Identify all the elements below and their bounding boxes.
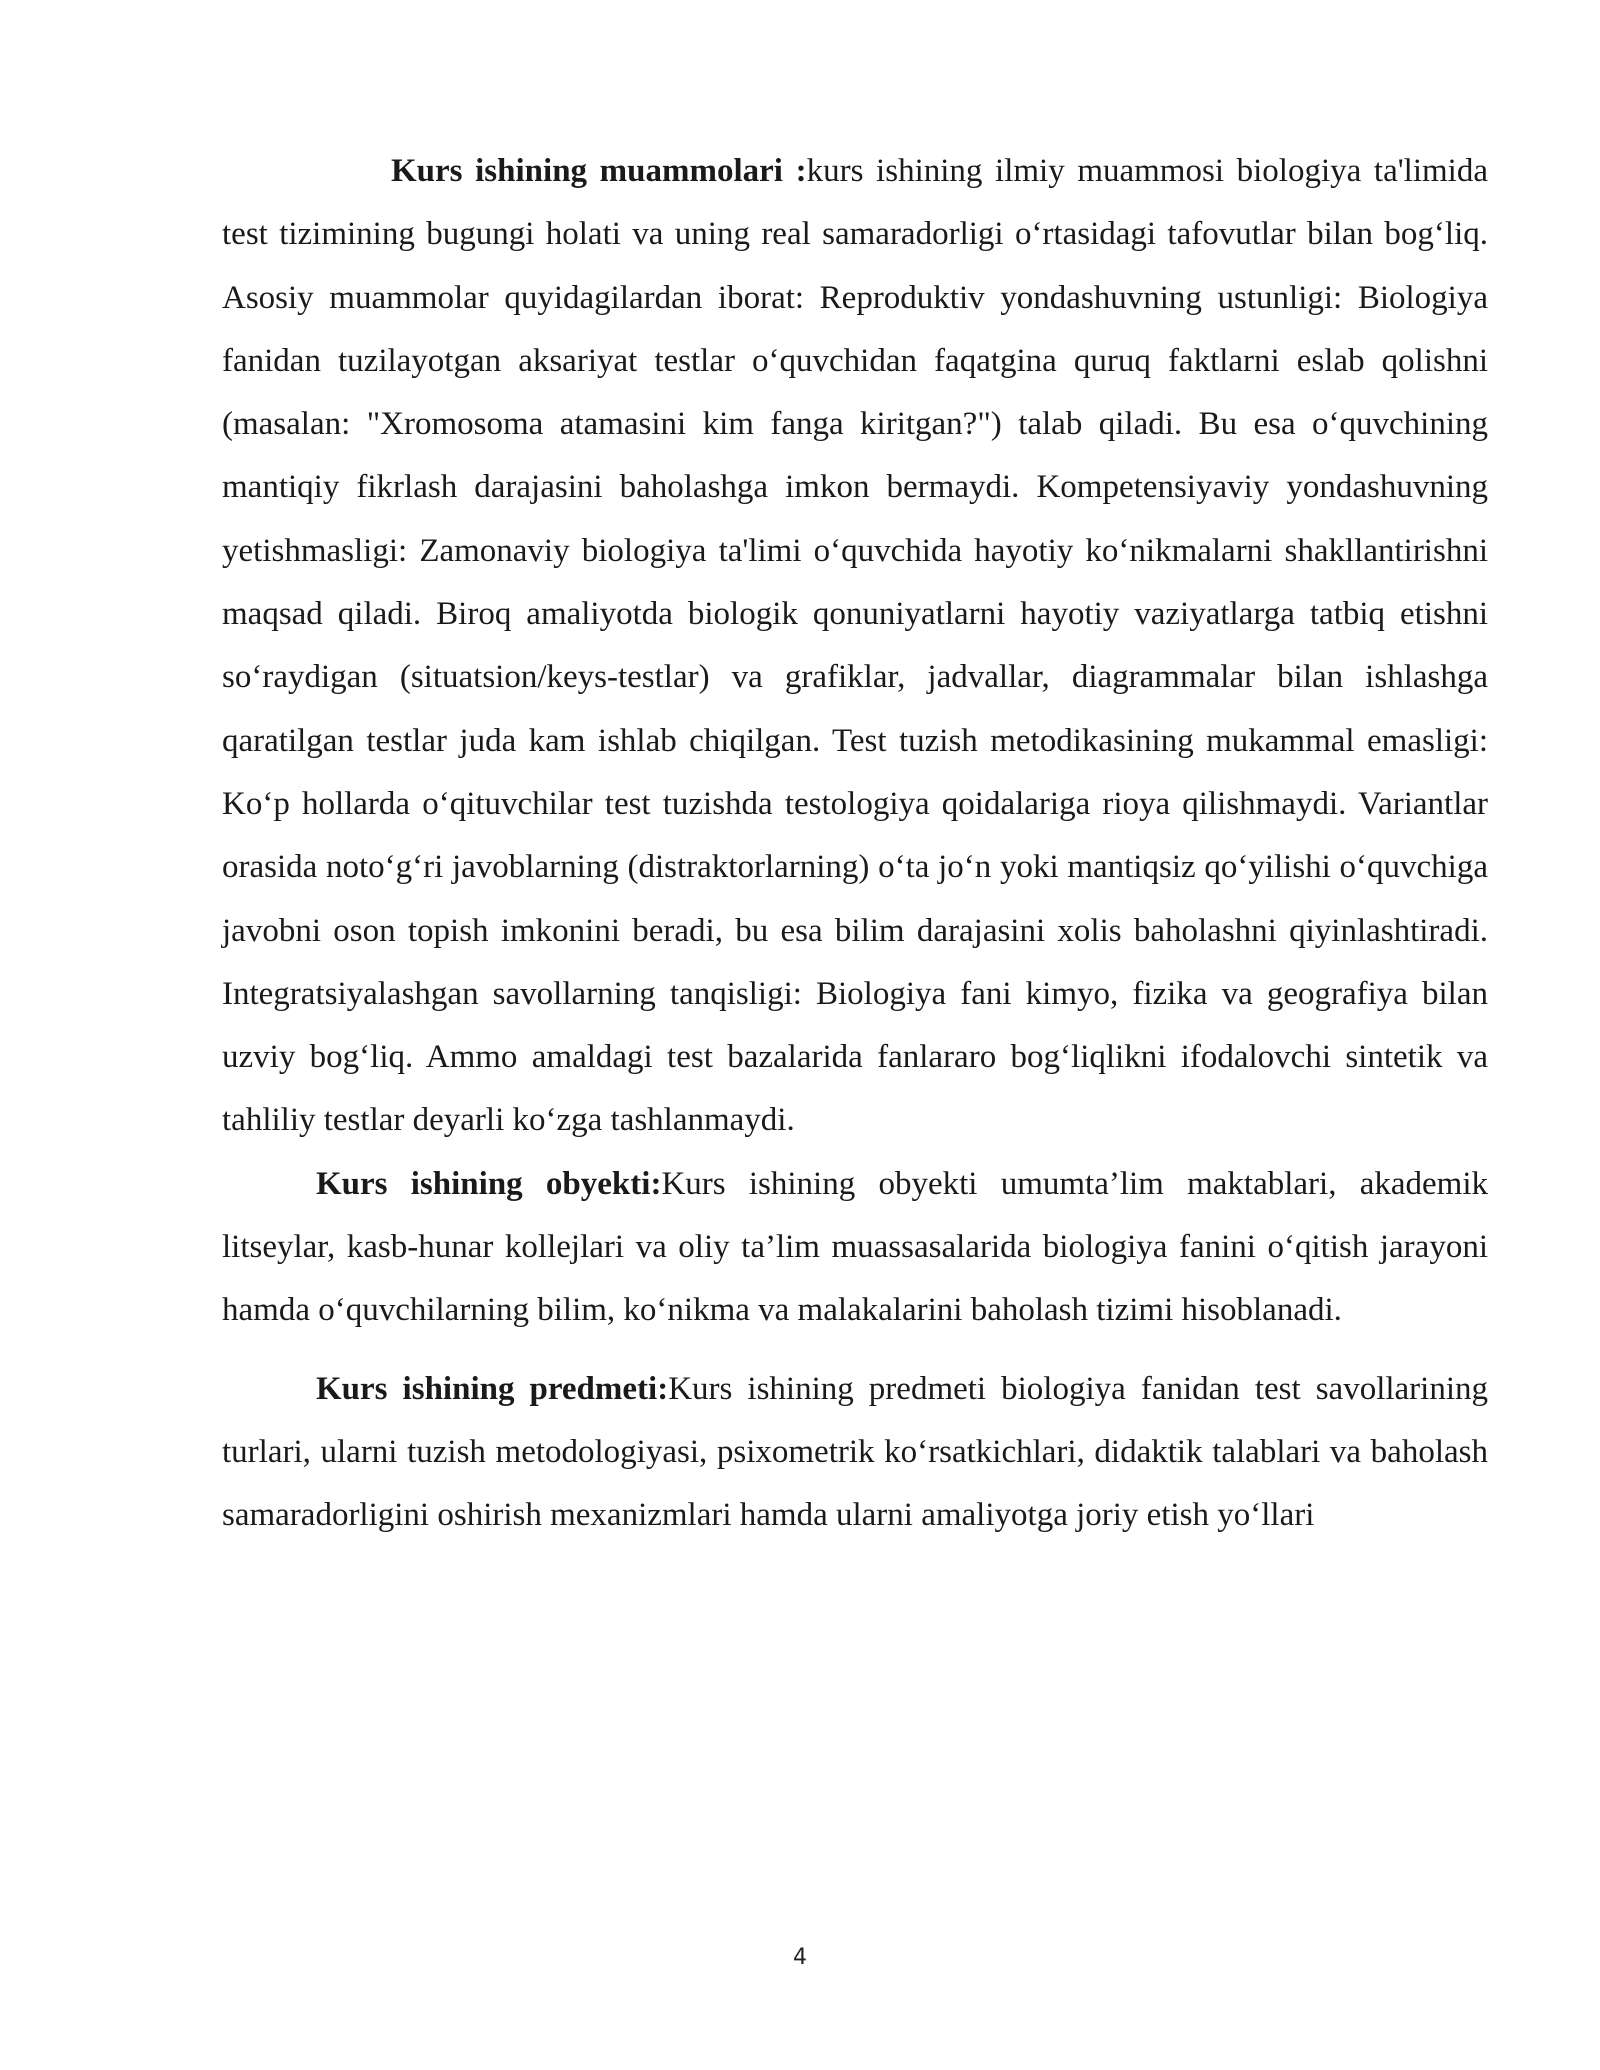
body-subject: Kurs ishining predmeti biologiya fanidan test savollarining turlari, ularni tuzish metodologiyasi, psixometrik ko‘rsatkichlari, didaktik talablari va baholash samaradorligini oshirish mexanizmlari hamda ularni amaliyotga joriy etish yo‘llari <box>222 1370 1489 1534</box>
page-number: 4 <box>793 1945 807 1970</box>
body-object: Kurs ishining obyekti umumta’lim maktablari, akademik litseylar, kasb-hunar kollejlari va oliy ta’lim muassasalarida biologiya fanini o‘qitish jarayoni hamda o‘quvchilarning bilim, ko‘nikma va malakalarini baholash tizimi hisoblanadi. <box>222 1165 1488 1329</box>
page-body <box>222 140 1488 1548</box>
body-problems: kurs ishining ilmiy muammosi biologiya ta'limida test tizimining bugungi holati va uning real samaradorligi o‘rtasidagi tafovutlar bilan bog‘liq. Asosiy muammolar quyidagilardan iborat: Reproduktiv yondashuvning ustunligi: Biologiya fanidan tuzilayotgan aksariyat testlar o‘quvchidan faqatgina quruq faktlarni eslab qolishni (masalan: "Xromosoma atamasini kim fanga kiritgan?") talab qiladi. Bu esa o‘quvchining mantiqiy fikrlash darajasini baholashga imkon bermaydi. Kompetensiyaviy yondashuvning yetishmasligi: Zamonaviy biologiya ta'limi o‘quvchida hayotiy ko‘nikmalarni shakllantirishni maqsad qiladi. Biroq amaliyotda biologik qonuniyatlarni hayotiy vaziyatlarga tatbiq etishni so‘raydigan (situatsion/keys-testlar) va grafiklar, jadvallar, diagrammalar bilan ishlashga qaratilgan testlar juda kam ishlab chiqilgan. Test tuzish metodikasining mukammal emasligi: Ko‘p hollarda o‘qituvchilar test tuzishda testologiya qoidalariga rioya qilishmaydi. Variantlar orasida noto‘g‘ri javoblarning (distraktorlarning) o‘ta jo‘n yoki mantiqsiz qo‘yilishi o‘quvchiga javobni oson topish imkonini beradi, bu esa bilim darajasini xolis baholashni qiyinlashtiradi. Integratsiyalashgan savollarning tanqisligi: Biologiya fani kimyo, fizika va geografiya bilan uzviy bog‘liq. Ammo amaldagi test bazalarida fanlararo bog‘liqlikni ifodalovchi sintetik va tahliliy testlar deyarli ko‘zga tashlanmaydi. <box>222 153 1488 1139</box>
paragraph-problems <box>222 140 1488 1153</box>
heading-object: Kurs ishining obyekti: <box>316 1165 662 1202</box>
heading-problems: Kurs ishining muammolari : <box>391 153 807 189</box>
heading-subject: Kurs ishining predmeti: <box>316 1370 669 1407</box>
paragraph-subject <box>222 1358 1488 1548</box>
paragraph-object <box>222 1153 1488 1343</box>
